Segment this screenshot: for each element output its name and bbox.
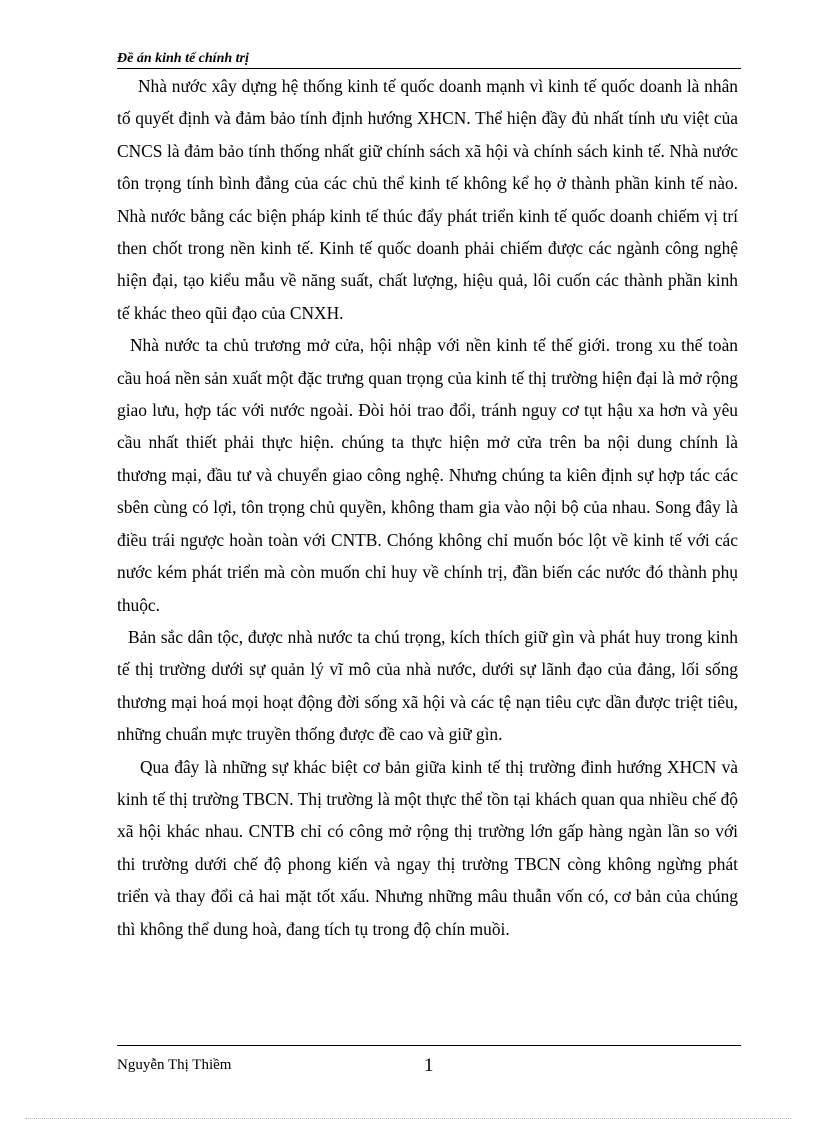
- document-body: [117, 70, 738, 945]
- paragraph-conclusion: Qua đây là những sự khác biệt cơ bản giữa kinh tế thị trường đinh hướng XHCN và kinh tế thị trường TBCN. Thị trường là một thực thể tồn tại khách quan qua nhiều chế độ xã hội khác nhau. CNTB chỉ có công mở rộng thị trường lớn gấp hàng ngàn lần so với thi trường dưới chế độ phong kiến và ngay thị trường TBCN còng không ngừng phát triển và thay đổi cả hai mặt tốt xấu. Nhưng những mâu thuẫn vốn có, cơ bản của chúng thì không thể dung hoà, đang tích tụ trong độ chín muồi.: [117, 756, 738, 939]
- footer-divider: [117, 1045, 741, 1046]
- page-number: 1: [424, 1055, 434, 1076]
- paragraph-state-economy: Nhà nước xây dựng hệ thống kinh tế quốc doanh mạnh vì kinh tế quốc doanh là nhân tố quyết định và đảm bảo tính định hướng XHCN. Thể hiện đầy đủ nhất tính ưu việt của CNCS là đảm bảo tính thống nhất giữ chính sách xã hội và chính sách kinh tế. Nhà nước tôn trọng tính bình đẳng của các chủ thể kinh tế không kể họ ở thành phần kinh tế nào. Nhà nước bằng các biện pháp kinh tế thúc đẩy phát triển kinh tế quốc doanh chiếm vị trí then chốt trong nền kinh tế. Kinh tế quốc doanh phải chiếm được các ngành công nghệ hiện đại, tạo kiểu mẫu về năng suất, chất lượng, hiệu quả, lôi cuốn các thành phần kinh tế khác theo qũi đạo của CNXH.: [117, 76, 738, 323]
- footer-author: Nguyễn Thị Thiềm: [117, 1057, 232, 1073]
- page-header-title: Đề án kinh tế chính trị: [117, 50, 741, 69]
- paragraph-open-door-policy: Nhà nước ta chủ trương mở cửa, hội nhập với nền kinh tế thế giới. trong xu thế toàn cầu hoá nền sản xuất một đặc trưng quan trọng của kinh tế thị trường hiện đại là mở rộng giao lưu, hợp tác với nước ngoài. Đòi hỏi trao đổi, tránh nguy cơ tụt hậu xa hơn và yêu cầu nhất thiết phải thực hiện. chúng ta thực hiện mở cửa trên ba nội dung chính là thương mại, đầu tư và chuyển giao công nghệ. Nhưng chúng ta kiên định sự hợp tác các sbên cùng có lợi, tôn trọng chủ quyền, không tham gia vào nội bộ của nhau. Song đây là điều trái ngược hoàn toàn với CNTB. Chóng không chỉ muốn bóc lột về kinh tế với các nước kém phát triển mà còn muốn chỉ huy về chính trị, đần biến các nước đó thành phụ thuộc.: [117, 335, 738, 615]
- page-bottom-edge: [25, 1118, 791, 1119]
- paragraph-national-identity: Bản sắc dân tộc, được nhà nước ta chú trọng, kích thích giữ gìn và phát huy trong kinh tế thị trường dưới sự quản lý vĩ mô của nhà nước, dưới sự lãnh đạo của đảng, lối sống thương mại hoá mọi hoạt động đời sống xã hội và các tệ nạn tiêu cực dần được triệt tiêu, những chuẩn mực truyền thống được đề cao và giữ gìn.: [117, 626, 738, 745]
